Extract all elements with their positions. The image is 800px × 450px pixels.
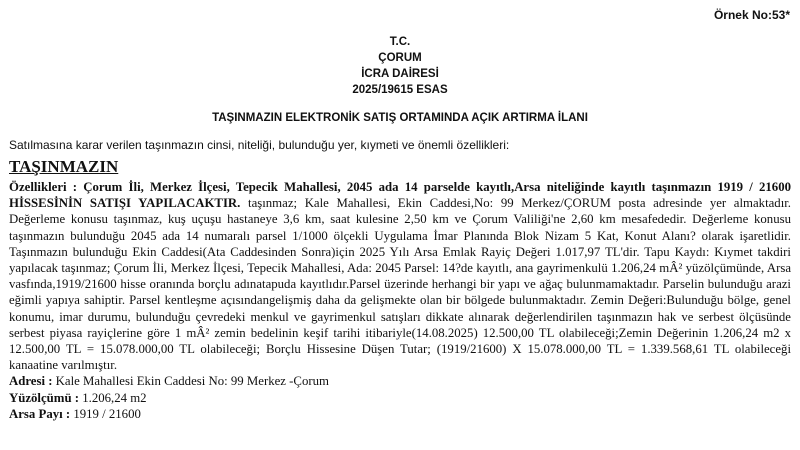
features-bold-text: Çorum İli, Merkez İlçesi, Tepecik Mahallesi, 2045 ada 14 parselde kayıtlı,Arsa niteliğinde kayıtlı taşınmazın 1919 / 21600 HİSSESİNİN SATIŞI YAPILACAKTIR. (9, 180, 791, 211)
address-line (9, 373, 791, 389)
header-line-city: ÇORUM (378, 52, 422, 64)
area-label: Yüzölçümü : (9, 390, 80, 405)
truncated-next-line (9, 444, 791, 450)
address-value: Kale Mahallesi Ekin Caddesi No: 99 Merkez -Çorum (52, 374, 329, 389)
court-header (0, 34, 800, 98)
example-number: Örnek No:53* (713, 8, 790, 22)
area-line (9, 390, 791, 406)
property-details (9, 179, 791, 422)
notice-title: TAŞINMAZIN ELEKTRONİK SATIŞ ORTAMINDA AÇIK ARTIRMA İLANI (212, 112, 588, 124)
land-share-label: Arsa Payı : (9, 406, 71, 421)
header-line-office: İCRA DAİRESİ (361, 68, 439, 80)
features-label: Özellikleri : (9, 180, 78, 194)
header-line-case-number: 2025/19615 ESAS (352, 84, 448, 96)
features-text: taşınmaz; Kale Mahallesi, Ekin Caddesi,No: 99 Merkez/ÇORUM posta adresinde yer almaktadır. Değerleme konusu taşınmaz, kuş uçuşu hastaneye 3,6 km, saat kulesine 2,50 km ve Çorum Valiliği'ne 2,60 km mesafededir. Değerleme konusu taşınmazın bulunduğu 2045 ada 14 numaralı parsel 1/1000 ölçekli Uygulama İmar Planında Blok Nizam 5 Kat, Konut Alanı? olarak işaretlidir. Taşınmazın bulunduğu Ekin Caddesi(Ata Caddesinden Sonra)için 2025 Yılı Arsa Emlak Rayiç Değeri 1.017,97 TL'dir. Tapu Kaydı: Kıymet takdiri yapılacak taşınmaz; Çorum İli, Merkez İlçesi, Tepecik Mahallesi, Ada: 2045 Parsel: 14?de kayıtlı, ana gayrimenkulü 1.206,24 mÂ² yüzölçümünde, Arsa vasfında,1919/21600 hisse oranında borçlu adınatapuda kayıtlıdır.Parsel üzerinde herhangi bir yapı ve ağaç bulunmamaktadır. Parselin bulunduğu arazi eğimli yapıya sahiptir. Parsel kentleşme açısındangelişmiş daha da gelişmekte olan bir bölgede bulunmaktadır. Zemin Değeri:Bulunduğu bölge, genel konumu, imar durumu, bulunduğu çevredeki menkul ve gayrimenkul satışları dikkate alınarak değerlendirilen taşınmazın hak ve serbest ölçüsünde serbest piyasa rayiçlerine göre 1 mÂ² zemin bedelinin keşif tarihi itibariyle(14.08.2025) 12.500,00 TL olabileceği;Zemin Değerinin 1.206,24 m2 x 12.500,00 TL = 15.078.000,00 TL olabileceği; Borçlu Hissesine Düşen Tutar; (1919/21600) X 15.078.000,00 TL = 1.339.568,61 TL olabileceği kanaatine varılmıştır. (9, 196, 792, 373)
header-line-tc: T.C. (389, 36, 411, 48)
intro-text: Satılmasına karar verilen taşınmazın cinsi, niteliği, bulunduğu yer, kıymeti ve önemli özellikleri: (9, 138, 510, 152)
features-paragraph (9, 179, 791, 373)
land-share-line (9, 406, 791, 422)
land-share-value: 1919 / 21600 (70, 406, 141, 421)
section-title: TAŞINMAZIN (9, 157, 119, 176)
area-value: 1.206,24 m2 (79, 390, 147, 405)
address-label: Adresi : (9, 374, 53, 389)
